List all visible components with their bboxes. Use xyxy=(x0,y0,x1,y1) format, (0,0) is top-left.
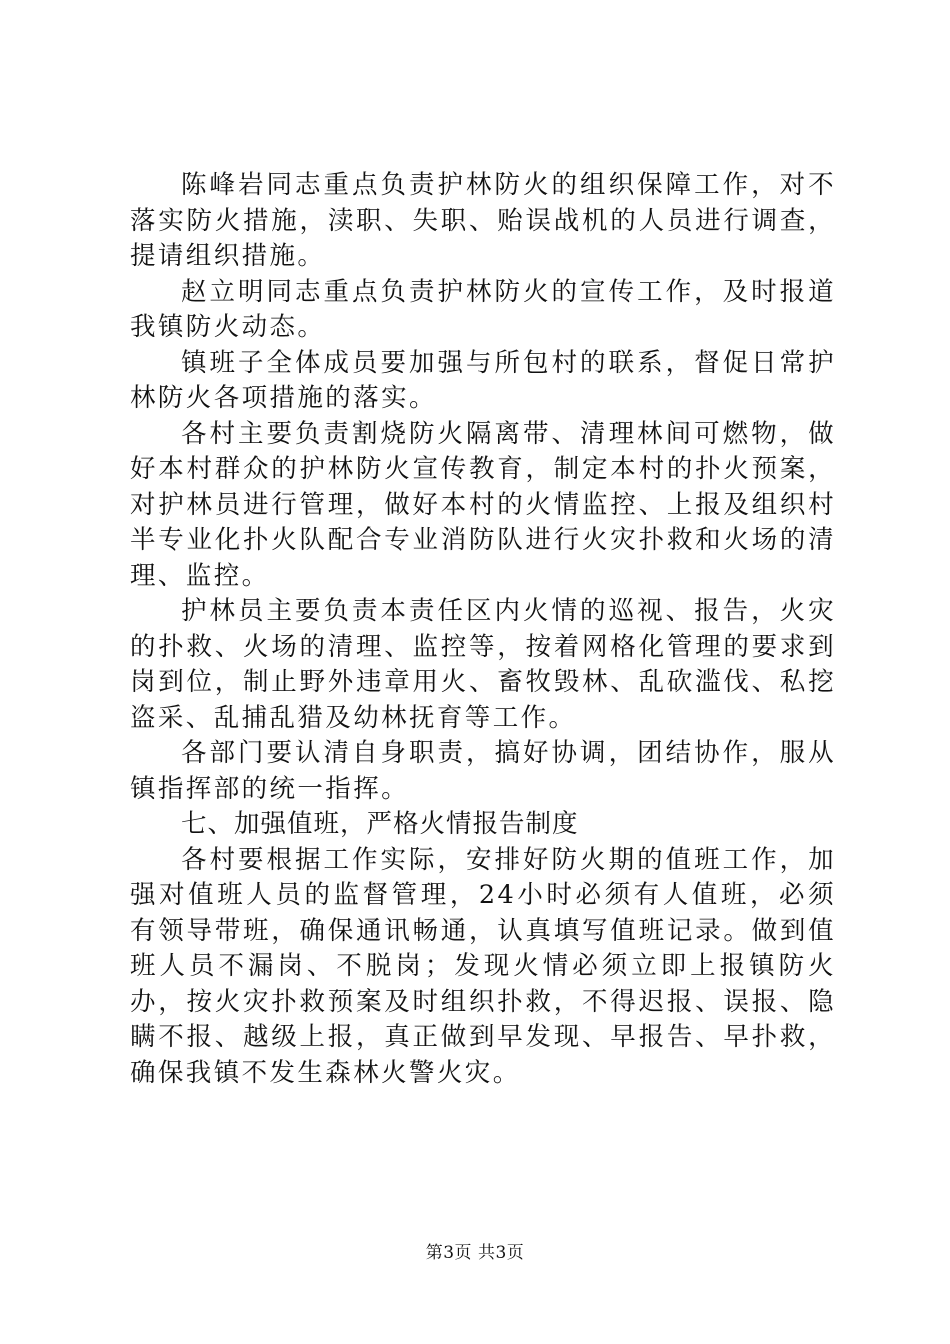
paragraph-chen-fengyan-duties: 陈峰岩同志重点负责护林防火的组织保障工作，对不落实防火措施，渎职、失职、贻误战机的人员进行调查，提请组织措施。 xyxy=(130,170,836,271)
paragraph-town-leadership-duties: 镇班子全体成员要加强与所包村的联系，督促日常护林防火各项措施的落实。 xyxy=(130,347,836,413)
paragraph-zhao-liming-duties: 赵立明同志重点负责护林防火的宣传工作，及时报道我镇防火动态。 xyxy=(130,276,836,342)
paragraph-department-duties: 各部门要认清自身职责，搞好协调，团结协作，服从镇指挥部的统一指挥。 xyxy=(130,738,836,804)
paragraph-forest-ranger-duties: 护林员主要负责本责任区内火情的巡视、报告，火灾的扑救、火场的清理、监控等，按着网格化管理的要求到岗到位，制止野外违章用火、畜牧毁林、乱砍滥伐、私挖盗采、乱捕乱猎及幼林抚育等工作。 xyxy=(130,596,836,733)
paragraph-duty-shift-rules: 各村要根据工作实际，安排好防火期的值班工作，加强对值班人员的监督管理，24小时必须有人值班，必须有领导带班，确保通讯畅通，认真填写值班记录。做到值班人员不漏岗、不脱岗；发现火情必须立即上报镇防火办，按火灾扑救预案及时组织扑救，不得迟报、误报、隐瞒不报、越级上报，真正做到早发现、早报告、早扑救，确保我镇不发生森林火警火灾。 xyxy=(130,844,836,1088)
section-heading: 七、加强值班，严格火情报告制度 xyxy=(181,809,579,839)
paragraph-village-duties: 各村主要负责割烧防火隔离带、清理林间可燃物，做好本村群众的护林防火宣传教育，制定本村的扑火预案，对护林员进行管理，做好本村的火情监控、上报及组织村半专业化扑火队配合专业消防队进行火灾扑救和火场的清理、监控。 xyxy=(130,418,836,591)
document-body xyxy=(130,168,836,1091)
page-number-footer: 第3页 共3页 xyxy=(425,1243,525,1263)
